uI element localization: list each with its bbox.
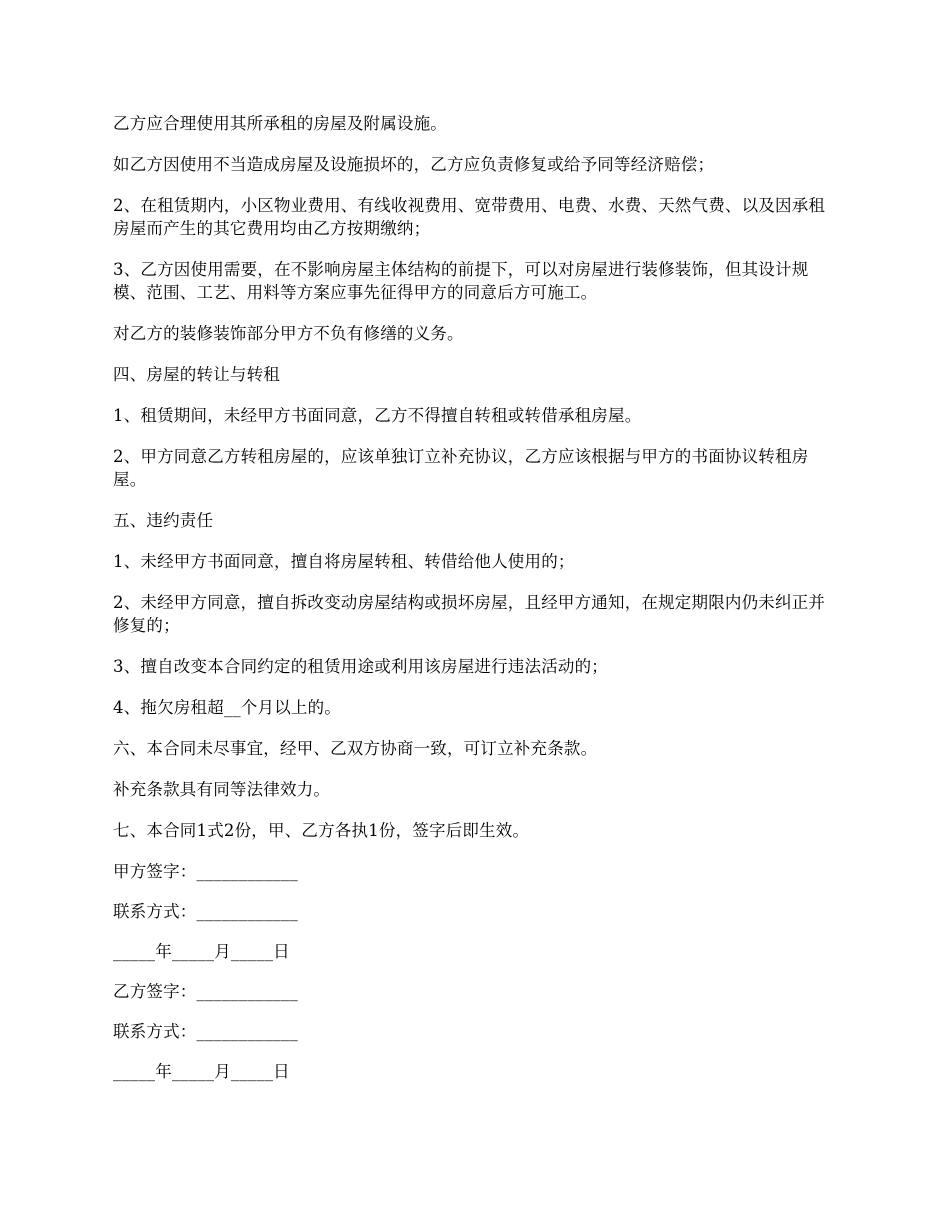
paragraph-renovation: 3、乙方因使用需要，在不影响房屋主体结构的前提下，可以对房屋进行装修装饰，但其设计规模、范围、工艺、用料等方案应事先征得甲方的同意后方可施工。 [113, 260, 809, 302]
paragraph-copies: 七、本合同1式2份，甲、乙方各执1份，签字后即生效。 [113, 821, 530, 840]
section-heading-breach: 五、违约责任 [113, 511, 214, 530]
paragraph-breach-2: 2、未经甲方同意，擅自拆改变动房屋结构或损坏房屋，且经甲方通知，在规定期限内仍未纠正并修复的； [113, 593, 826, 635]
paragraph-sublease-agreement: 2、甲方同意乙方转租房屋的，应该单独订立补充协议，乙方应该根据与甲方的书面协议转租房屋。 [113, 447, 809, 489]
paragraph-fees: 2、在租赁期内，小区物业费用、有线收视费用、宽带费用、电费、水费、天然气费、以及因承租房屋而产生的其它费用均由乙方按期缴纳； [113, 196, 826, 238]
party-a-contact: 联系方式：____________ [113, 902, 298, 921]
paragraph-no-sublease: 1、租赁期间，未经甲方书面同意，乙方不得擅自转租或转借承租房屋。 [113, 406, 642, 425]
paragraph-breach-4: 4、拖欠房租超__个月以上的。 [113, 698, 341, 717]
party-b-contact: 联系方式：____________ [113, 1022, 298, 1041]
paragraph-supplementary: 六、本合同未尽事宜，经甲、乙双方协商一致，可订立补充条款。 [113, 739, 598, 758]
party-a-date: _____年_____月_____日 [113, 942, 290, 961]
paragraph-damage-compensation: 如乙方因使用不当造成房屋及设施损坏的，乙方应负责修复或给予同等经济赔偿； [113, 155, 715, 174]
section-heading-transfer: 四、房屋的转让与转租 [113, 365, 280, 384]
party-b-signature: 乙方签字：____________ [113, 982, 298, 1001]
paragraph-repair-obligation: 对乙方的装修装饰部分甲方不负有修缮的义务。 [113, 324, 464, 343]
document-body [113, 112, 833, 1100]
party-a-signature: 甲方签字：____________ [113, 862, 298, 881]
paragraph-breach-1: 1、未经甲方书面同意，擅自将房屋转租、转借给他人使用的； [113, 552, 575, 571]
paragraph-reasonable-use: 乙方应合理使用其所承租的房屋及附属设施。 [113, 114, 447, 133]
paragraph-breach-3: 3、擅自改变本合同约定的租赁用途或利用该房屋进行违法活动的； [113, 657, 608, 676]
party-b-date: _____年_____月_____日 [113, 1062, 290, 1081]
paragraph-supplementary-effect: 补充条款具有同等法律效力。 [113, 780, 331, 799]
